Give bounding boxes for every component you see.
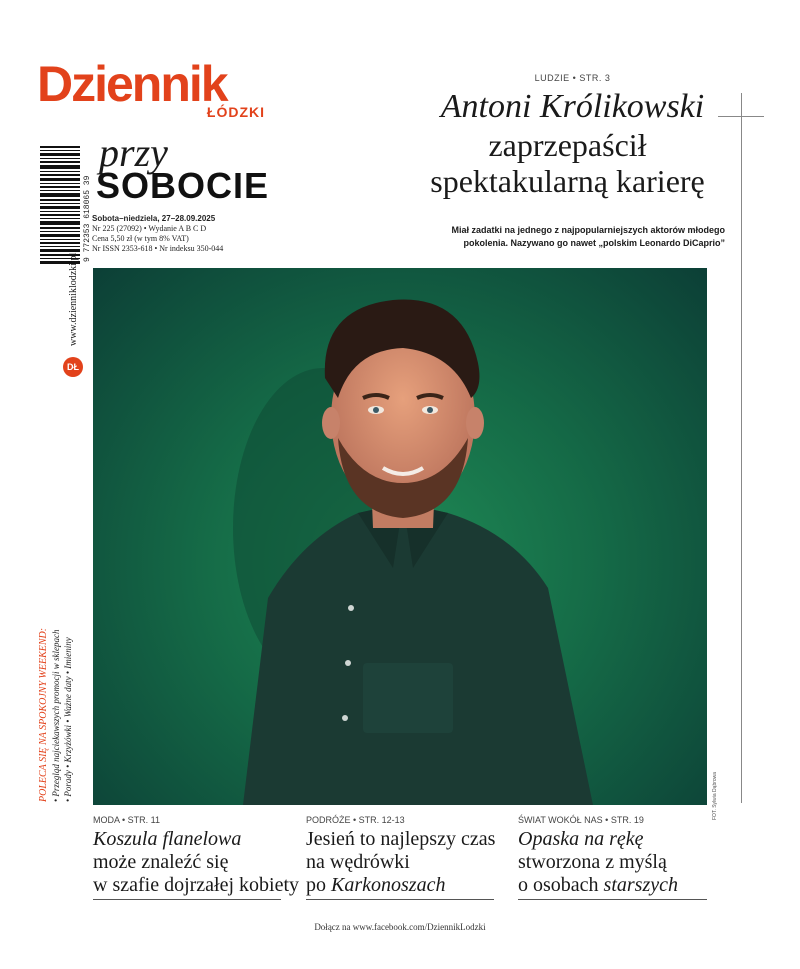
headline-line-2: spektakularną karierę (430, 163, 705, 199)
issue-issn: Nr ISSN 2353-618 • Nr indeksu 350-044 (92, 244, 224, 253)
teaser-swiat-line-3a: o osobach (518, 874, 604, 896)
cover-photo[interactable] (93, 268, 707, 805)
teaser-moda-kicker: MODA • STR. 11 (93, 815, 160, 825)
crop-mark-vertical (741, 93, 742, 803)
recommend-title: POLECA SIĘ NA SPOKOJNY WEEKEND: (38, 627, 49, 802)
teaser-podroze-line-2: na wędrówki (306, 851, 410, 873)
issue-info (92, 214, 352, 254)
supplement-sobocie: SOBOCIE (96, 165, 270, 206)
teaser-podroze-line-3 (306, 874, 506, 897)
headline-kicker: LUDZIE • STR. 3 (534, 73, 611, 83)
issue-price: Cena 5,50 zł (w tym 8% VAT) (92, 234, 189, 243)
website-link[interactable]: www.dzienniklodzki.pl (68, 252, 79, 346)
facebook-footer-link[interactable]: Dołącz na www.facebook.com/DziennikLodzki (314, 922, 486, 932)
teaser-swiat-line-3 (518, 874, 718, 897)
teaser-swiat-line-1: Opaska na rękę (518, 828, 644, 850)
barcode-icon (40, 146, 80, 266)
teaser-podroze-rule (306, 899, 494, 900)
teaser-podroze-line-1: Jesień to najlepszy czas (306, 828, 496, 850)
website-badge-icon: DŁ (63, 357, 83, 377)
supplement-przy: przy (99, 130, 168, 175)
headline-name[interactable]: Antoni Królikowski (440, 88, 705, 125)
headline-line-1: zaprzepaścił (488, 127, 647, 163)
teaser-swiat-line-2: stworzona z myślą (518, 851, 667, 873)
teaser-moda-line-3: w szafie dojrzałej kobiety (93, 874, 300, 896)
teaser-swiat[interactable] (518, 815, 718, 897)
teaser-swiat-line-3b: starszych (603, 874, 678, 896)
recommend-line-1: • Przegląd najciekawszych promocji w sklepach (51, 629, 61, 802)
teaser-podroze-kicker: PODRÓŻE • STR. 12-13 (306, 815, 405, 825)
teaser-swiat-rule (518, 899, 707, 900)
issue-number: Nr 225 (27092) • Wydanie A B C D (92, 224, 207, 233)
teaser-moda-line-1: Koszula flanelowa (93, 828, 242, 850)
teaser-podroze[interactable] (306, 815, 506, 897)
issue-date: Sobota–niedziela, 27–28.09.2025 (92, 214, 216, 223)
weekend-recommendations (38, 602, 74, 802)
portrait-illustration (93, 268, 707, 805)
photo-credit: FOT. Sylwia Dąbrowa (712, 771, 718, 820)
logo-sub-text: ŁÓDZKI (206, 104, 265, 120)
lead-line-2: pokolenia. Nazywano go nawet „polskim Leonardo DiCaprio” (463, 238, 725, 248)
recommend-line-2: • Porady • Krzyżówki • Ważne daty • Imieniny (63, 637, 73, 802)
teaser-swiat-kicker: ŚWIAT WOKÓŁ NAS • STR. 19 (518, 815, 644, 825)
dziennik-lodzki-logo[interactable] (37, 58, 273, 120)
teaser-podroze-line-3a: po (306, 874, 331, 896)
teaser-moda-rule (93, 899, 281, 900)
logo-main-text: Dziennik (37, 56, 227, 112)
barcode-digits: 9 772353 618065 39 (83, 175, 92, 262)
teaser-moda[interactable] (93, 815, 300, 897)
lead-line-1: Miał zadatki na jednego z najpopularniejszych aktorów młodego (451, 225, 725, 235)
teaser-moda-line-2: może znaleźć się (93, 851, 229, 873)
teaser-podroze-line-3b: Karkonoszach (331, 874, 446, 896)
headline-title[interactable] (405, 127, 730, 199)
headline-lead (405, 224, 725, 250)
